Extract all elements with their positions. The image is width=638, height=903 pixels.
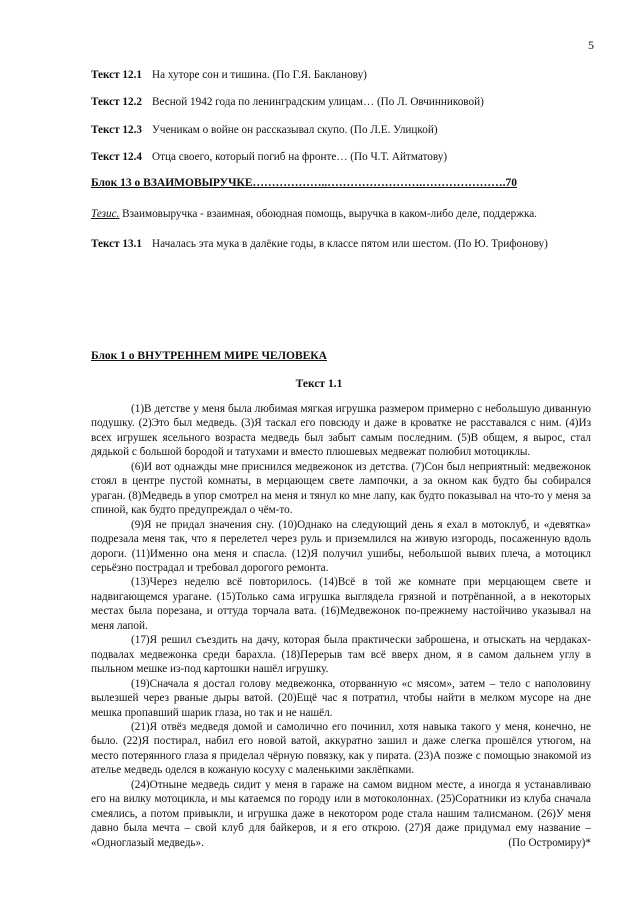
last-paragraph — [91, 778, 591, 850]
text-summary: Ученикам о войне он рассказывал скупо. (По Л.Е. Улицкой) — [152, 124, 438, 136]
thesis-label: Тезис. — [91, 208, 120, 220]
paragraph: (19)Сначала я достал голову медвежонка, оторванную «с мясом», затем – тело с наполовину вылезшей через рваные дыры ватой. (20)Ещё час я потратил, чтобы найти в мелком мусоре на дне мешка пропавший шарик глаза, но так и не нашёл. — [91, 677, 591, 719]
block13-heading: Блок 13 о ВЗАИМОВЫРУЧКЕ………………..…………………….………………….70 — [91, 177, 518, 189]
text-summary: Весной 1942 года по ленинградским улицам… (По Л. Овчинниковой) — [152, 96, 484, 108]
text-summary: Отца своего, который погиб на фронте… (По Ч.Т. Айтматову) — [152, 151, 448, 163]
text-summary: Началась эта мука в далёкие годы, в классе пятом или шестом. (По Ю. Трифонову) — [152, 238, 548, 250]
text-label: Текст 12.4 — [91, 151, 143, 163]
text-entry-12-1 — [91, 69, 367, 81]
story-body — [91, 402, 591, 850]
paragraph: (9)Я не придал значения сну. (10)Однако на следующий день я ехал в мотоклуб, и «девятка» подрезала меня так, что я перелетел через руль и приземлился на живую изгородь, посаженную вдоль дороги. (11)Именно она меня и спасла. (12)Я получил ушибы, небольшой вывих плеча, а мотоцикл серьёзно пострадал и требовал дорогого ремонта. — [91, 518, 591, 574]
source-attribution: (По Остромиру)* — [508, 836, 591, 849]
paragraph: (21)Я отвёз медведя домой и самолично его починил, хотя навыка такого у меня, конечно, не было. (22)Я постирал, набил его новой ватой, аккуратно зашил и даже слегка прошёлся утюгом, на место потерянного глаза я приделал чёрную повязку, как у пирата. (23)А позже с помощью знакомой из ателье медведь оделся в кожаную косуху с маленькими заклёпками. — [91, 720, 591, 777]
paragraph: (17)Я решил съездить на дачу, которая была практически заброшена, и отыскать на чердаках-подвалах медвежонка среди барахла. (18)Перерыв там всё вверх дном, я в самом дальнем углу в пыльном мешке из-под картошки нашёл игрушку. — [91, 634, 591, 676]
text-entry-12-4 — [91, 151, 447, 163]
text-label: Текст 12.2 — [91, 96, 143, 108]
text-label: Текст 13.1 — [91, 238, 143, 250]
block13-thesis — [91, 208, 537, 220]
paragraph: (13)Через неделю всё повторилось. (14)Всё в той же комнате при мерцающем свете и надвигающемся урагане. (15)Только сама игрушка выглядела грязной и потрёпанной, а в некоторых местах была порезана, и оттуда торчала вата. (16)Медвежонок по-прежнему настойчиво указывал на меня лапой. — [91, 576, 591, 632]
paragraph: (6)И вот однажды мне приснился медвежонок из детства. (7)Сон был неприятный: медвежонок стоял в центре пустой комнаты, в мерцающем свете лампочки, а за окном как будто бы собирался ураган. (8)Медведь в упор смотрел на меня и тянул ко мне лапу, как будто показывал на что-то у меня за спиной, как будто предупреждал о чём-то. — [91, 460, 591, 517]
text-entry-13-1 — [91, 238, 548, 250]
text-summary: На хуторе сон и тишина. (По Г.Я. Бакланову) — [152, 69, 367, 81]
paragraph: (1)В детстве у меня была любимая мягкая игрушка размером примерно с небольшую диванную подушку. (2)Это был медведь. (3)Я таскал его повсюду и даже в кроватке не расставался с ним. (4)Из всех игрушек ясельного возраста медведь был забыт самым последним. (5)В общем, я вырос, стал дядькой с большой бородой и татухами и вместо плюшевых медвежат полюбил мотоциклы. — [91, 403, 591, 459]
page-number: 5 — [588, 38, 594, 52]
text-label: Текст 12.1 — [91, 69, 143, 81]
text-entry-12-2 — [91, 96, 484, 108]
thesis-text: Взаимовыручка - взаимная, обоюдная помощь, выручка в каком-либо деле, поддержка. — [119, 208, 537, 220]
paragraph-text: (24)Отныне медведь сидит у меня в гараже на самом видном месте, а иногда я устанавливаю его на вилку мотоцикла, и мы катаемся по городу или в мотоколоннах. (25)Соратники из клуба сначала смеялись, а потом привыкли, и игрушка даже в некотором роде стала нашим талисманом. (26)У меня давно была мечта – свой клуб для байкеров, и я его открою. (27)Я даже придумал ему название – «Одноглазый медведь». — [91, 778, 591, 849]
text-entry-12-3 — [91, 124, 438, 136]
text-title: Текст 1.1 — [295, 378, 343, 390]
block1-heading: Блок 1 о ВНУТРЕННЕМ МИРЕ ЧЕЛОВЕКА — [91, 350, 327, 362]
text-label: Текст 12.3 — [91, 124, 143, 136]
